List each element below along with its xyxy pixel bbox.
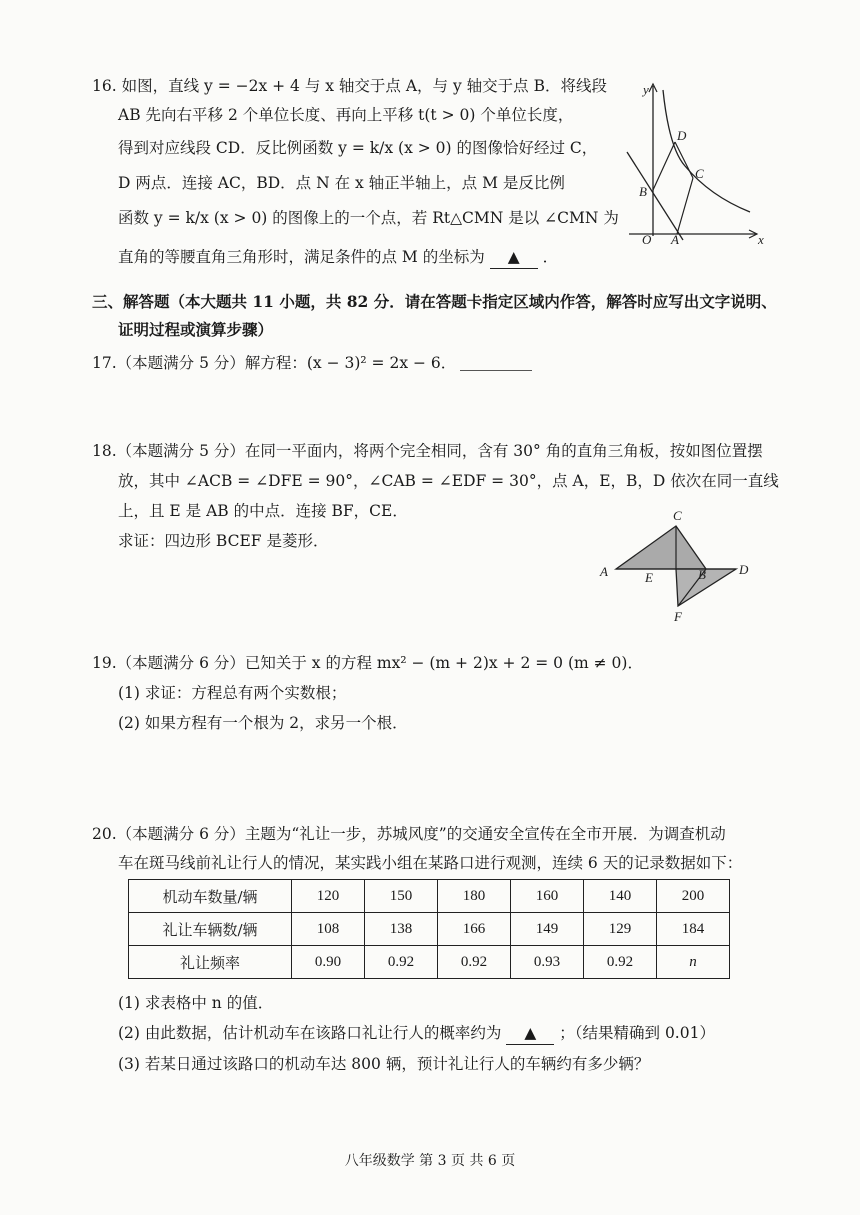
table-cell: 138 bbox=[365, 913, 438, 946]
triangle-acb bbox=[616, 526, 706, 569]
table-cell: 150 bbox=[365, 880, 438, 913]
q16-line-4: D 两点．连接 AC，BD．点 N 在 x 轴正半轴上，点 M 是反比例 bbox=[118, 174, 565, 192]
table-row-head: 礼让频率 bbox=[129, 946, 292, 979]
q20-sub2-prefix: (2) 由此数据，估计机动车在该路口礼让行人的概率约为 bbox=[118, 1024, 502, 1042]
fig18-label-c: C bbox=[673, 508, 682, 523]
table-cell: 0.92 bbox=[438, 946, 511, 979]
table-cell: 129 bbox=[584, 913, 657, 946]
q20-sub-2 bbox=[118, 1022, 715, 1045]
table-cell: 0.93 bbox=[511, 946, 584, 979]
table-cell: n bbox=[657, 946, 730, 979]
table-row-head: 礼让车辆数/辆 bbox=[129, 913, 292, 946]
fig18-label-d: D bbox=[739, 562, 749, 577]
table-row bbox=[129, 880, 730, 913]
q18-line-1: 18.（本题满分 5 分）在同一平面内，将两个完全相同，含有 30° 角的直角三角板，按如图位置摆 bbox=[92, 442, 763, 460]
table-cell: 166 bbox=[438, 913, 511, 946]
table-cell: 0.92 bbox=[584, 946, 657, 979]
line-ab bbox=[627, 152, 683, 240]
q16-line-1: 16. 如图，直线 y = −2x + 4 与 x 轴交于点 A，与 y 轴交于点 B．将线段 bbox=[92, 77, 607, 95]
table-row bbox=[129, 946, 730, 979]
fig18-label-e: E bbox=[645, 570, 653, 585]
table-cell: 120 bbox=[292, 880, 365, 913]
fig16-label-x: x bbox=[758, 232, 764, 247]
table-cell: 184 bbox=[657, 913, 730, 946]
fig16-label-y: y bbox=[643, 82, 649, 97]
q20-sub-3: (3) 若某日通过该路口的机动车达 800 辆，预计礼让行人的车辆约有多少辆？ bbox=[118, 1055, 650, 1073]
q20-data-table bbox=[128, 879, 730, 979]
q20-sub2-suffix: ；（结果精确到 0.01） bbox=[559, 1024, 715, 1042]
fig16-label-o: O bbox=[642, 232, 652, 247]
q18-line-3: 上，且 E 是 AB 的中点．连接 BF，CE． bbox=[118, 502, 408, 520]
section3-line-1: 三、解答题（本大题共 11 小题，共 82 分．请在答题卡指定区域内作答，解答时应写出文字说明、 bbox=[92, 292, 777, 311]
table-cell: 108 bbox=[292, 913, 365, 946]
q16-line-3: 得到对应线段 CD．反比例函数 y = k/x (x > 0) 的图像恰好经过 C， bbox=[118, 139, 598, 157]
q18-figure bbox=[590, 506, 760, 624]
segment-ac bbox=[677, 178, 693, 234]
q16-line-6 bbox=[118, 246, 558, 269]
table-cell: 0.90 bbox=[292, 946, 365, 979]
q16-line-2: AB 先向右平移 2 个单位长度、再向上平移 t(t > 0) 个单位长度， bbox=[118, 106, 574, 124]
q20-answer-blank: ▲ bbox=[506, 1022, 554, 1045]
fig16-label-d: D bbox=[677, 128, 687, 143]
q19-line-1: 19.（本题满分 6 分）已知关于 x 的方程 mx² − (m + 2)x + 2 = 0 (m ≠ 0)． bbox=[92, 654, 643, 672]
table-cell: 140 bbox=[584, 880, 657, 913]
q18-line-4: 求证：四边形 BCEF 是菱形． bbox=[118, 532, 329, 550]
table-row-head: 机动车数量/辆 bbox=[129, 880, 292, 913]
q16-line-5: 函数 y = k/x (x > 0) 的图像上的一个点，若 Rt△CMN 是以 ∠CMN 为 bbox=[118, 209, 619, 227]
table-cell: 0.92 bbox=[365, 946, 438, 979]
q19-line-2: (1) 求证：方程总有两个实数根； bbox=[118, 684, 347, 702]
table-cell: 180 bbox=[438, 880, 511, 913]
section3-line-2: 证明过程或演算步骤） bbox=[118, 320, 274, 339]
fig18-label-f: F bbox=[674, 609, 682, 624]
q20-line-1: 20.（本题满分 6 分）主题为“礼让一步，苏城风度”的交通安全宣传在全市开展．为调查机动 bbox=[92, 825, 726, 843]
table-row bbox=[129, 913, 730, 946]
q20-sub-1: (1) 求表格中 n 的值． bbox=[118, 994, 274, 1012]
fig16-label-b: B bbox=[639, 184, 647, 199]
q16-last-prefix: 直角的等腰直角三角形时，满足条件的点 M 的坐标为 bbox=[118, 248, 485, 266]
fig18-label-b: B bbox=[698, 567, 706, 582]
table-cell: 200 bbox=[657, 880, 730, 913]
q16-figure bbox=[615, 78, 775, 250]
q16-answer-blank: ▲ bbox=[490, 246, 538, 269]
table-cell: 160 bbox=[511, 880, 584, 913]
fig18-label-a: A bbox=[600, 564, 608, 579]
page-footer: 八年级数学 第 3 页 共 6 页 bbox=[344, 1153, 516, 1169]
table-cell: 149 bbox=[511, 913, 584, 946]
q17-text: 17.（本题满分 5 分）解方程：(x − 3)² = 2x − 6． bbox=[92, 354, 457, 372]
q19-line-3: (2) 如果方程有一个根为 2，求另一个根． bbox=[118, 714, 408, 732]
q16-last-suffix: ． bbox=[542, 248, 559, 266]
q17-underline bbox=[460, 370, 532, 371]
triangle-dfe bbox=[676, 569, 736, 606]
q20-line-2: 车在斑马线前礼让行人的情况，某实践小组在某路口进行观测，连续 6 天的记录数据如下： bbox=[118, 854, 743, 872]
hyperbola-curve bbox=[663, 90, 750, 212]
fig16-label-a: A bbox=[671, 232, 679, 247]
segment-bd bbox=[653, 142, 675, 190]
fig16-label-c: C bbox=[695, 166, 704, 181]
segment-cd bbox=[675, 142, 693, 178]
q18-line-2: 放，其中 ∠ACB = ∠DFE = 90°，∠CAB = ∠EDF = 30°，点 A，E，B，D 依次在同一直线 bbox=[118, 472, 779, 490]
